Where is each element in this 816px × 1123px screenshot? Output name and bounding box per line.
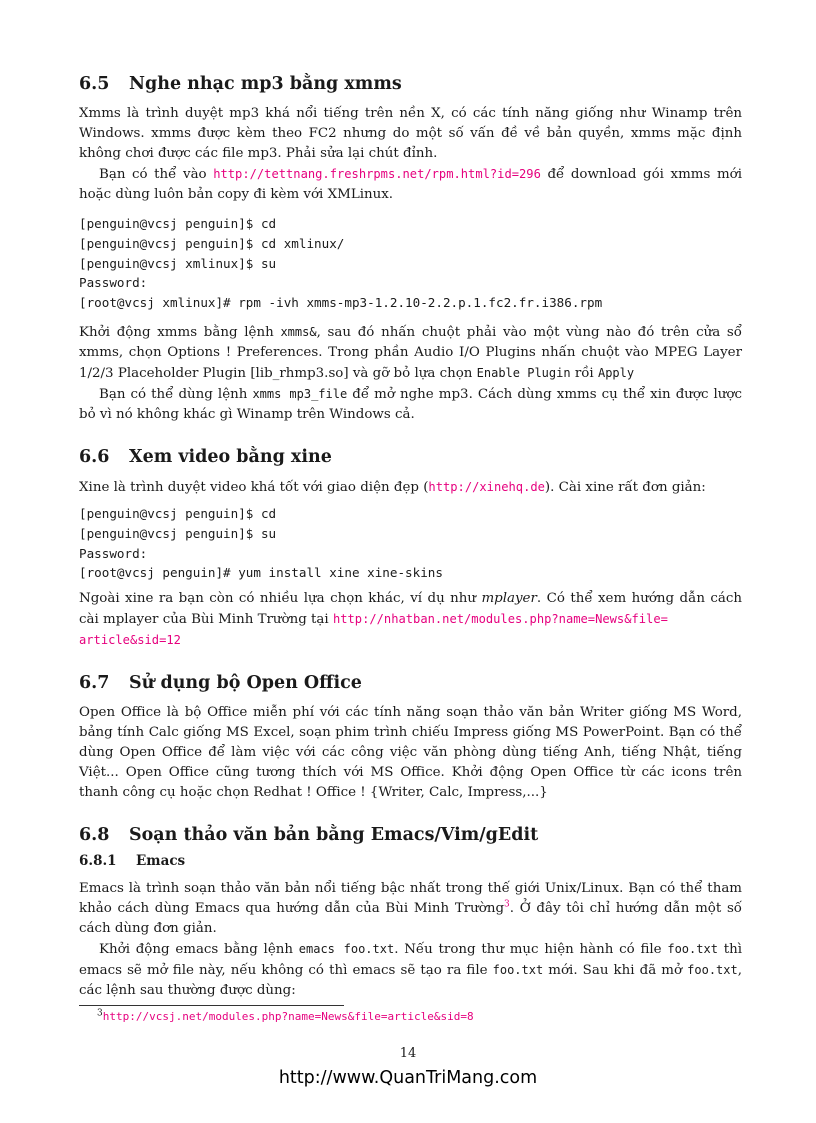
site-watermark[interactable]: http://www.QuanTriMang.com: [278, 1068, 538, 1088]
code-block: [penguin@vcsj penguin]$ cd [penguin@vcsj penguin]$ cd xmlinux/ [penguin@vcsj xmlinux]$ su Password: [root@vcsj xmlinux]# rpm -ivh xmms-mp3-1.2.10-2.2.p.1.fc2.fr.i386.rpm: [79, 216, 603, 311]
section-number: 6.5: [79, 74, 110, 94]
section-title: Xem video bằng xine: [129, 446, 332, 467]
inline-code: emacs foo.txt: [298, 942, 395, 957]
link-xinehq[interactable]: http://xinehq.de: [428, 479, 545, 494]
footnote-divider: [79, 1005, 344, 1006]
section-heading-6-6: [79, 445, 742, 469]
paragraph: Bạn có thể vào http://tettnang.freshrpms.net/rpm.html?id=296 để download gói xmms mới hoặc dùng luôn bản copy đi kèm với XMLinux.: [79, 167, 742, 202]
footnote-mark: 3: [97, 1008, 103, 1019]
section-title: Soạn thảo văn bản bằng Emacs/Vim/gEdit: [129, 825, 539, 846]
inline-code: foo.txt: [492, 963, 544, 978]
footnote: [79, 1009, 742, 1025]
footnote-link[interactable]: http://vcsj.net/modules.php?name=News&file=article&sid=8: [102, 1010, 474, 1024]
paragraph: Khởi động emacs bằng lệnh emacs foo.txt. Nếu trong thư mục hiện hành có file foo.txt thì emacs sẽ mở file này, nếu không có thì emacs sẽ tạo ra file foo.txt mới. Sau khi đã mở foo.txt, các lệnh sau thường được dùng:: [79, 942, 742, 999]
subsection-heading-6-8-1: [79, 851, 742, 871]
page-number: 14: [399, 1046, 417, 1061]
inline-code: Apply: [597, 365, 635, 380]
link-freshrpms[interactable]: http://tettnang.freshrpms.net/rpm.html?id=296: [213, 167, 541, 181]
section-number: 6.7: [79, 673, 110, 694]
paragraph: Xmms là trình duyệt mp3 khá nổi tiếng trên nền X, có các tính năng giống như Winamp trên Windows. xmms được kèm theo FC2 nhưng do một số vấn đề về bản quyền, xmms mặc định không chơi được các file mp3. Phải sửa lại chút đỉnh.: [79, 106, 742, 161]
inline-code: xmms&: [280, 324, 317, 339]
inline-code: foo.txt: [667, 942, 718, 957]
inline-code: Enable Plugin: [476, 365, 571, 380]
inline-code: xmms mp3_file: [252, 386, 348, 401]
subsection-title: Emacs: [136, 853, 186, 870]
paragraph: Khởi động xmms bằng lệnh xmms&, sau đó nhấn chuột phải vào một vùng nào đó trên cửa sổ xmms, chọn Options ! Preferences. Trong phần Audio I/O Plugins nhấn chuột vào MPEG Layer 1/2/3 Placeholder Plugin [lib_rhmp3.so] và gỡ bỏ lựa chọn Enable Plugin rồi Apply: [79, 324, 742, 381]
inline-code: foo.txt: [687, 963, 738, 978]
section-heading-6-7: [79, 671, 742, 695]
section-title: Sử dụng bộ Open Office: [129, 673, 362, 694]
section-number: 6.6: [79, 446, 110, 467]
paragraph: Xine là trình duyệt video khá tốt với giao diện đẹp (http://xinehq.de). Cài xine rất đơn giản:: [79, 479, 706, 495]
footnote-ref[interactable]: 3: [504, 899, 510, 910]
paragraph: Bạn có thể dùng lệnh xmms mp3_file để mở nghe mp3. Cách dùng xmms cụ thể xin được lược bỏ vì nó không khác gì Winamp trên Windows cả.: [79, 386, 742, 422]
link-nhatban[interactable]: http://nhatban.net/modules.php?name=News&file=: [332, 612, 668, 627]
paragraph: Emacs là trình soạn thảo văn bản nổi tiếng bậc nhất trong thế giới Unix/Linux. Bạn có thể tham khảo cách dùng Emacs qua hướng dẫn của Bùi Minh Trường$^3$. Ở đây tôi chỉ hướng dẫn một số cách dùng đơn giản.: [79, 881, 743, 937]
section-heading-6-5: [79, 72, 742, 96]
section-heading-6-8: [79, 823, 742, 847]
code-block: [penguin@vcsj penguin]$ cd [penguin@vcsj penguin]$ su Password: [root@vcsj penguin]# yum install xine xine-skins: [79, 505, 443, 581]
link-nhatban-cont[interactable]: article&sid=12: [79, 633, 181, 648]
paragraph: Open Office là bộ Office miễn phí với các tính năng soạn thảo văn bản Writer giống MS Word, bảng tính Calc giống MS Excel, soạn phim trình chiếu Impress giống MS PowerPoint. Bạn có thể dùng Open Office để làm việc với các công việc văn phòng dùng tiếng Anh, tiếng Nhật, tiếng Việt... Open Office cũng tương thích với MS Office. Khởi động Open Office từ các icons trên thanh công cụ hoặc chọn Redhat ! Office ! {Writer, Calc, Impress,...}: [79, 705, 742, 801]
page-body: [79, 72, 742, 1025]
section-title: Nghe nhạc mp3 bằng xmms: [129, 74, 402, 94]
section-number: 6.8: [79, 825, 110, 846]
emphasis: mplayer: [481, 591, 537, 607]
subsection-number: 6.8.1: [79, 853, 117, 870]
paragraph: Ngoài xine ra bạn còn có nhiều lựa chọn khác, ví dụ như mplayer. Có thể xem hướng dẫn cách cài mplayer của Bùi Minh Trường tại http://nhatban.net/modules.php?name=News&file= article&sid=12: [79, 591, 742, 648]
